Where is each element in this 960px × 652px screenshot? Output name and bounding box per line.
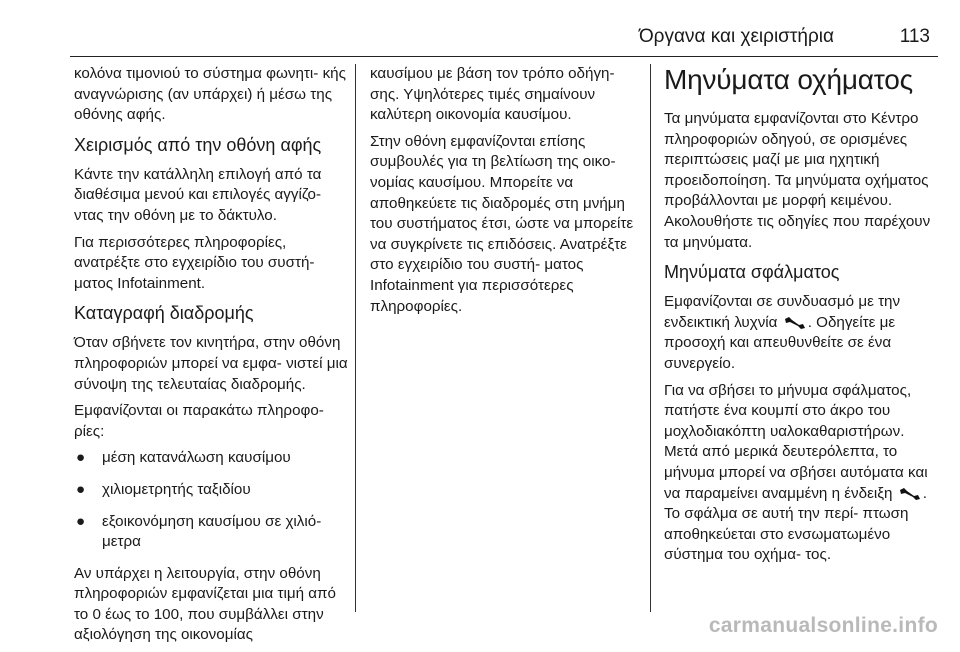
column-middle: [370, 64, 645, 323]
column-divider: [355, 64, 356, 612]
paragraph: Τα μηνύματα εμφανίζονται στο Κέντρο πληροφοριών οδηγού, σε ορισμένες περιπτώσεις μαζί με μια ηχητική προειδοποίηση. Τα μηνύματα οχήματος προβάλλονται με μορφή κειμένου. Ακολουθήστε τις οδηγίες που παρέχουν τα μηνύματα.: [664, 110, 931, 251]
bullet-icon: ●: [76, 480, 86, 498]
heading-trip-log: Καταγραφή διαδρομής: [74, 303, 254, 324]
text-span: . Το σφάλμα σε αυτή την περί- πτωση αποθηκεύεται στο ενσωματωμένο σύστημα του οχήμα- τος.: [664, 484, 927, 564]
page-header: [70, 22, 938, 57]
column-left: [74, 64, 349, 652]
list-item: [74, 480, 349, 501]
paragraph: κολόνα τιμονιού το σύστημα φωνητι- κής αναγνώρισης (αν υπάρχει) ή μέσω της οθόνης αφής.: [74, 65, 346, 124]
text-span: Για να σβήσει το μήνυμα σφάλματος, πατήστε ένα κουμπί στο άκρο του μοχλοδιακόπτη υαλοκαθαριστήρων. Μετά από μερικά δευτερόλεπτα, το μήνυμα μπορεί να σβήσει αυτόματα και να παραμείνει αναμμένη η ένδειξη: [664, 381, 928, 502]
paragraph: Εμφανίζονται οι παρακάτω πληροφο- ρίες:: [74, 402, 324, 440]
watermark: carmanualsonline.info: [708, 614, 938, 637]
text-span: . Οδηγείτε με προσοχή και απευθυνθείτε σε ένα συνεργείο.: [664, 313, 896, 372]
list-item-text: χιλιομετρητής ταξιδίου: [102, 480, 251, 498]
heading-touchscreen: Χειρισμός από την οθόνη αφής: [74, 134, 322, 155]
page-number: 113: [899, 26, 930, 47]
heading-vehicle-messages: Μηνύματα οχήματος: [664, 64, 913, 95]
column-right: [664, 64, 936, 572]
list-item-text: εξοικονόμηση καυσίμου σε χιλιό- μετρα: [102, 512, 322, 551]
paragraph: [664, 381, 936, 566]
paragraph: [664, 292, 936, 374]
paragraph: Όταν σβήνετε τον κινητήρα, στην οθόνη πληροφοριών μπορεί να εμφα- νιστεί μια σύνοψη της τελευταίας διαδρομής.: [74, 334, 348, 393]
bullet-icon: ●: [76, 512, 86, 530]
list-item-text: μέση κατανάλωση καυσίμου: [102, 449, 291, 467]
wrench-icon: [784, 316, 806, 330]
list-item: [74, 512, 349, 553]
list-item: [74, 448, 349, 469]
bullet-icon: ●: [76, 449, 86, 467]
paragraph: Κάντε την κατάλληλη επιλογή από τα διαθέσιμα μενού και επιλογές αγγίζο- ντας την οθόνη με το δάκτυλο.: [74, 165, 322, 224]
wrench-icon: [899, 487, 921, 501]
heading-fault-messages: Μηνύματα σφάλματος: [664, 262, 840, 283]
paragraph: Αν υπάρχει η λειτουργία, στην οθόνη πληροφοριών εμφανίζεται μια τιμή από το 0 έως το 100, που συμβάλλει στην αξιολόγηση της οικονομίας: [74, 564, 336, 644]
paragraph: Για περισσότερες πληροφορίες, ανατρέξτε στο εγχειρίδιο του συστή- ματος Infotainment.: [74, 233, 315, 292]
paragraph: καυσίμου με βάση τον τρόπο οδήγη- σης. Υψηλότερες τιμές σημαίνουν καλύτερη οικονομία καυσίμου.: [370, 65, 615, 124]
column-divider: [650, 64, 651, 612]
text-span: Εμφανίζονται σε συνδυασμό με την ενδεικτική λυχνία: [664, 293, 901, 331]
info-list: [74, 448, 349, 552]
paragraph: Στην οθόνη εμφανίζονται επίσης συμβουλές για τη βελτίωση της οικο- νομίας καυσίμου. Μπορείτε να αποθηκεύετε τις διαδρομές στη μνήμη του συστήματος έτσι, ώστε να μπορείτε να συγκρίνετε τις επιδόσεις. Ανατρέξτε στο εγχειρίδιο του συστή- ματος Infotainment για περισσότερες πληροφορίες.: [370, 132, 634, 315]
section-title: Όργανα και χειριστήρια: [638, 26, 834, 47]
